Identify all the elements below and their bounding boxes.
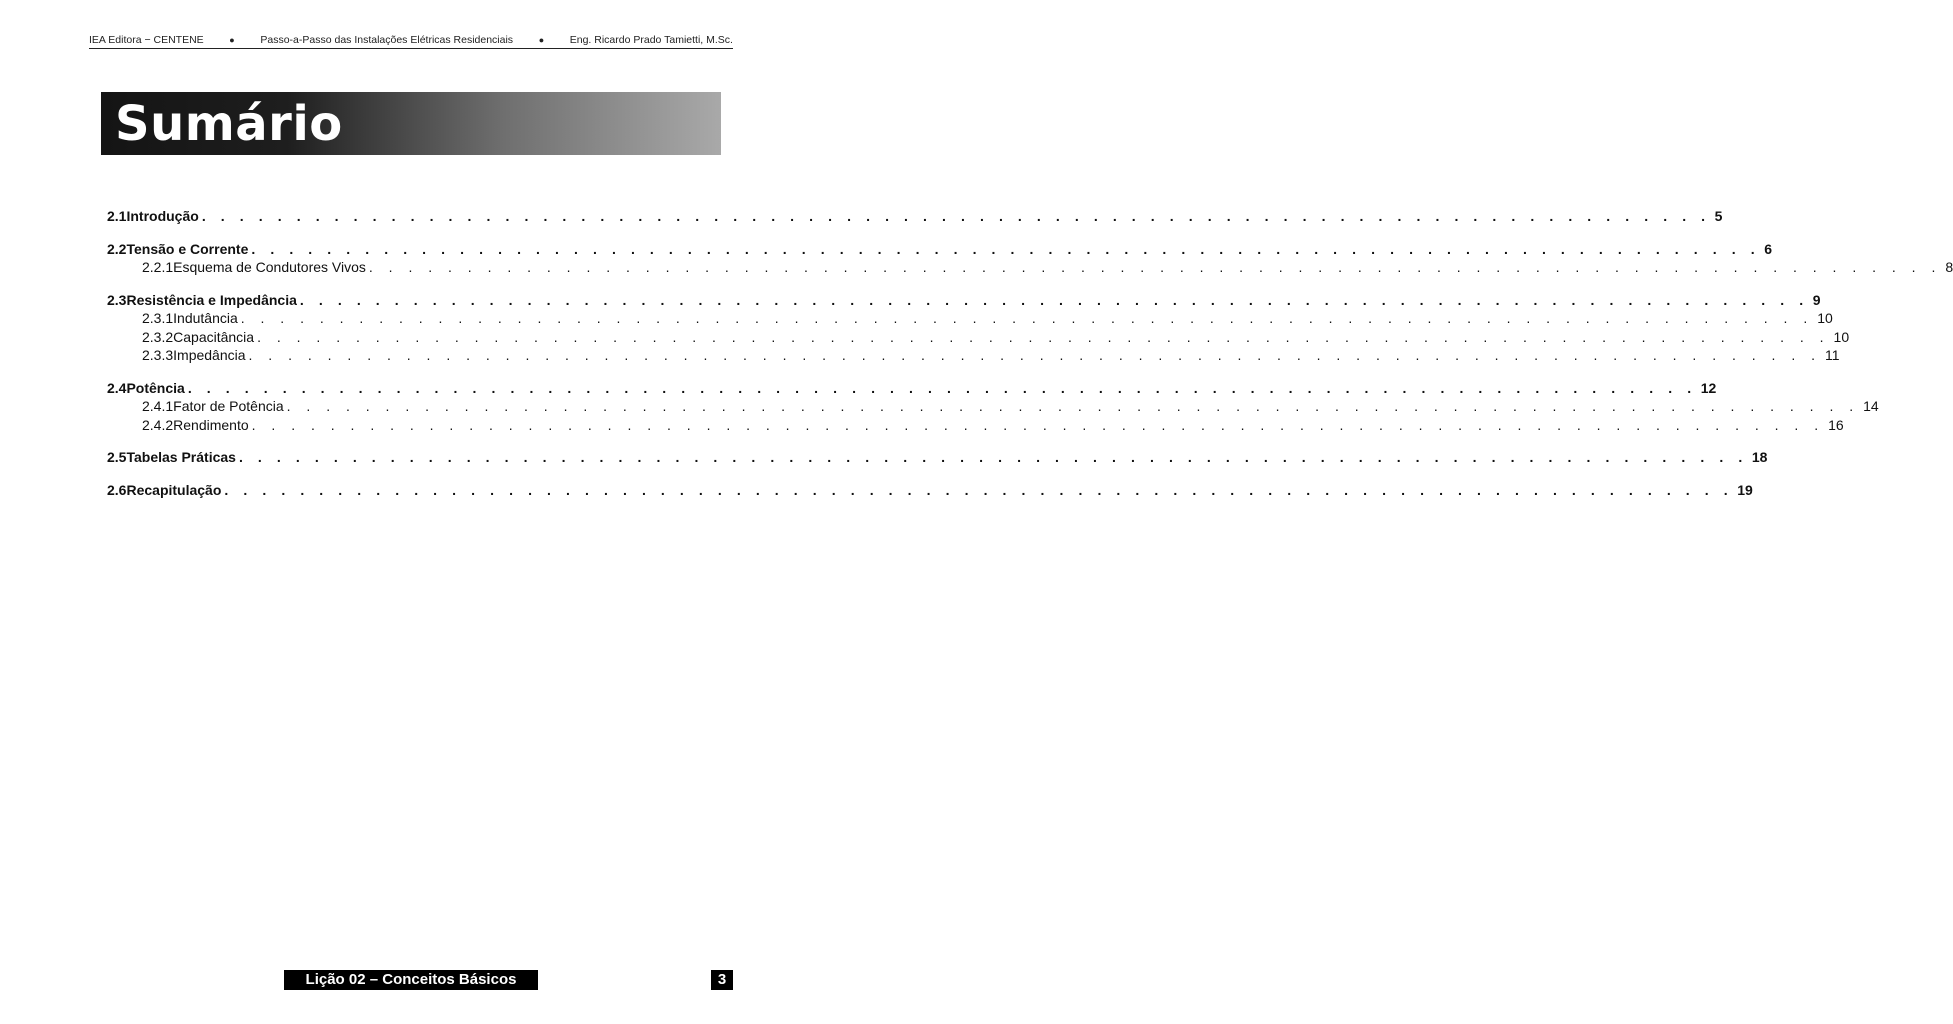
toc-entry[interactable] [107, 208, 1723, 227]
toc-entry[interactable] [107, 291, 1821, 311]
toc-dot-leader: . . . . . . . . . . . . . . . . . . . . . . . . . . . . . . . . . . . . . . . . . . . . . . . . . . . . . . . . . . . . . . . . . . . . . . . . . . . . . . . . [251, 416, 1825, 433]
toc-dot-leader: . . . . . . . . . . . . . . . . . . . . . . . . . . . . . . . . . . . . . . . . . . . . . . . . . . . . . . . . . . . . . . . . . . . . . . . . . . . . . . . . [368, 259, 1942, 275]
toc-entry-number: 2.4 [107, 379, 127, 396]
toc-entry-number: 2.3 [107, 291, 127, 308]
toc-section [107, 240, 1953, 278]
toc-subentry[interactable] [107, 347, 1840, 366]
toc-entry-label: Rendimento [173, 416, 249, 433]
toc-entry[interactable] [107, 379, 1717, 399]
toc-dot-leader: . . . . . . . . . . . . . . . . . . . . . . . . . . . . . . . . . . . . . . . . . . . . . . . . . . . . . . . . . . . . . . . . . . . . . . . . . . . . . . . . [240, 310, 1814, 326]
toc-entry-label: Esquema de Condutores Vivos [173, 259, 366, 275]
page-title: Sumário [115, 96, 343, 152]
toc-dot-leader: . . . . . . . . . . . . . . . . . . . . . . . . . . . . . . . . . . . . . . . . . . . . . . . . . . . . . . . . . . . . . . . . . . . . . . . . . . . . . . . . [201, 208, 1711, 224]
toc-entry-label: Impedância [173, 347, 246, 363]
toc-entry[interactable] [107, 481, 1753, 501]
footer-page-number: 3 [711, 970, 733, 990]
toc-entry-page: 18 [1751, 449, 1768, 465]
header-publisher: IEA Editora − CENTENE [89, 33, 204, 46]
toc-subentry[interactable] [107, 416, 1844, 436]
toc-entry-page: 19 [1737, 481, 1753, 498]
toc-dot-leader: . . . . . . . . . . . . . . . . . . . . . . . . . . . . . . . . . . . . . . . . . . . . . . . . . . . . . . . . . . . . . . . . . . . . . . . . . . . . . . . . [187, 379, 1697, 396]
toc-entry-label: Tensão e Corrente [126, 240, 249, 257]
toc-entry-number: 2.3.2 [142, 328, 174, 345]
toc-section [107, 449, 1768, 468]
footer-lesson-title: Lição 02 – Conceitos Básicos [284, 970, 538, 990]
toc-entry-page: 11 [1825, 347, 1840, 363]
toc-dot-leader: . . . . . . . . . . . . . . . . . . . . . . . . . . . . . . . . . . . . . . . . . . . . . . . . . . . . . . . . . . . . . . . . . . . . . . . . . . . . . . . . [248, 347, 1821, 363]
toc-section [107, 481, 1753, 501]
toc-entry-number: 2.4.2 [142, 416, 174, 433]
toc-entry-page: 14 [1863, 398, 1879, 414]
toc-dot-leader: . . . . . . . . . . . . . . . . . . . . . . . . . . . . . . . . . . . . . . . . . . . . . . . . . . . . . . . . . . . . . . . . . . . . . . . . . . . . . . . . [224, 481, 1734, 498]
toc-subentry[interactable] [107, 259, 1953, 278]
toc-entry-page: 8 [1945, 259, 1953, 275]
toc-subentry[interactable] [107, 310, 1833, 329]
toc-entry-page: 9 [1812, 291, 1821, 308]
toc-entry-page: 12 [1700, 379, 1717, 396]
toc-dot-leader: . . . . . . . . . . . . . . . . . . . . . . . . . . . . . . . . . . . . . . . . . . . . . . . . . . . . . . . . . . . . . . . . . . . . . . . . . . . . . . . . [286, 398, 1860, 414]
toc-entry-number: 2.2 [107, 240, 127, 257]
toc-entry-label: Potência [126, 379, 185, 396]
toc-entry-page: 5 [1714, 208, 1723, 224]
toc-entry-number: 2.6 [107, 481, 127, 498]
toc-entry-number: 2.1 [107, 208, 127, 224]
toc-dot-leader: . . . . . . . . . . . . . . . . . . . . . . . . . . . . . . . . . . . . . . . . . . . . . . . . . . . . . . . . . . . . . . . . . . . . . . . . . . . . . . . . [299, 291, 1809, 308]
toc-entry[interactable] [107, 449, 1768, 468]
toc-section [107, 208, 1723, 227]
toc-entry-label: Tabelas Práticas [126, 449, 236, 465]
title-banner [101, 92, 721, 155]
header-bullet-icon: ● [538, 34, 545, 45]
toc-dot-leader: . . . . . . . . . . . . . . . . . . . . . . . . . . . . . . . . . . . . . . . . . . . . . . . . . . . . . . . . . . . . . . . . . . . . . . . . . . . . . . . . [238, 449, 1748, 465]
toc-entry-page: 10 [1833, 328, 1850, 345]
header-author: Eng. Ricardo Prado Tamietti, M.Sc. [569, 33, 733, 46]
toc-entry-number: 2.4.1 [142, 398, 174, 414]
running-header [89, 33, 733, 49]
toc-entry-number: 2.5 [107, 449, 127, 465]
toc-section [107, 379, 1879, 436]
toc-entry-label: Fator de Potência [173, 398, 284, 414]
table-of-contents [107, 208, 1953, 514]
toc-dot-leader: . . . . . . . . . . . . . . . . . . . . . . . . . . . . . . . . . . . . . . . . . . . . . . . . . . . . . . . . . . . . . . . . . . . . . . . . . . . . . . . . [251, 240, 1761, 257]
toc-section [107, 291, 1850, 366]
toc-entry-label: Recapitulação [126, 481, 222, 498]
toc-subentry[interactable] [107, 398, 1879, 417]
toc-entry-number: 2.2.1 [142, 259, 174, 275]
toc-entry-page: 10 [1817, 310, 1833, 326]
toc-entry-label: Introdução [126, 208, 199, 224]
toc-entry-label: Resistência e Impedância [126, 291, 297, 308]
toc-entry-number: 2.3.1 [142, 310, 174, 326]
toc-entry-number: 2.3.3 [142, 347, 174, 363]
toc-entry-page: 6 [1764, 240, 1773, 257]
toc-entry-label: Indutância [173, 310, 238, 326]
toc-entry[interactable] [107, 240, 1773, 260]
toc-entry-page: 16 [1828, 416, 1844, 433]
toc-entry-label: Capacitância [173, 328, 255, 345]
header-book-title: Passo-a-Passo das Instalações Elétricas Residenciais [260, 33, 514, 46]
toc-dot-leader: . . . . . . . . . . . . . . . . . . . . . . . . . . . . . . . . . . . . . . . . . . . . . . . . . . . . . . . . . . . . . . . . . . . . . . . . . . . . . . . . [257, 328, 1830, 345]
header-bullet-icon: ● [229, 34, 235, 45]
toc-subentry[interactable] [107, 328, 1850, 348]
